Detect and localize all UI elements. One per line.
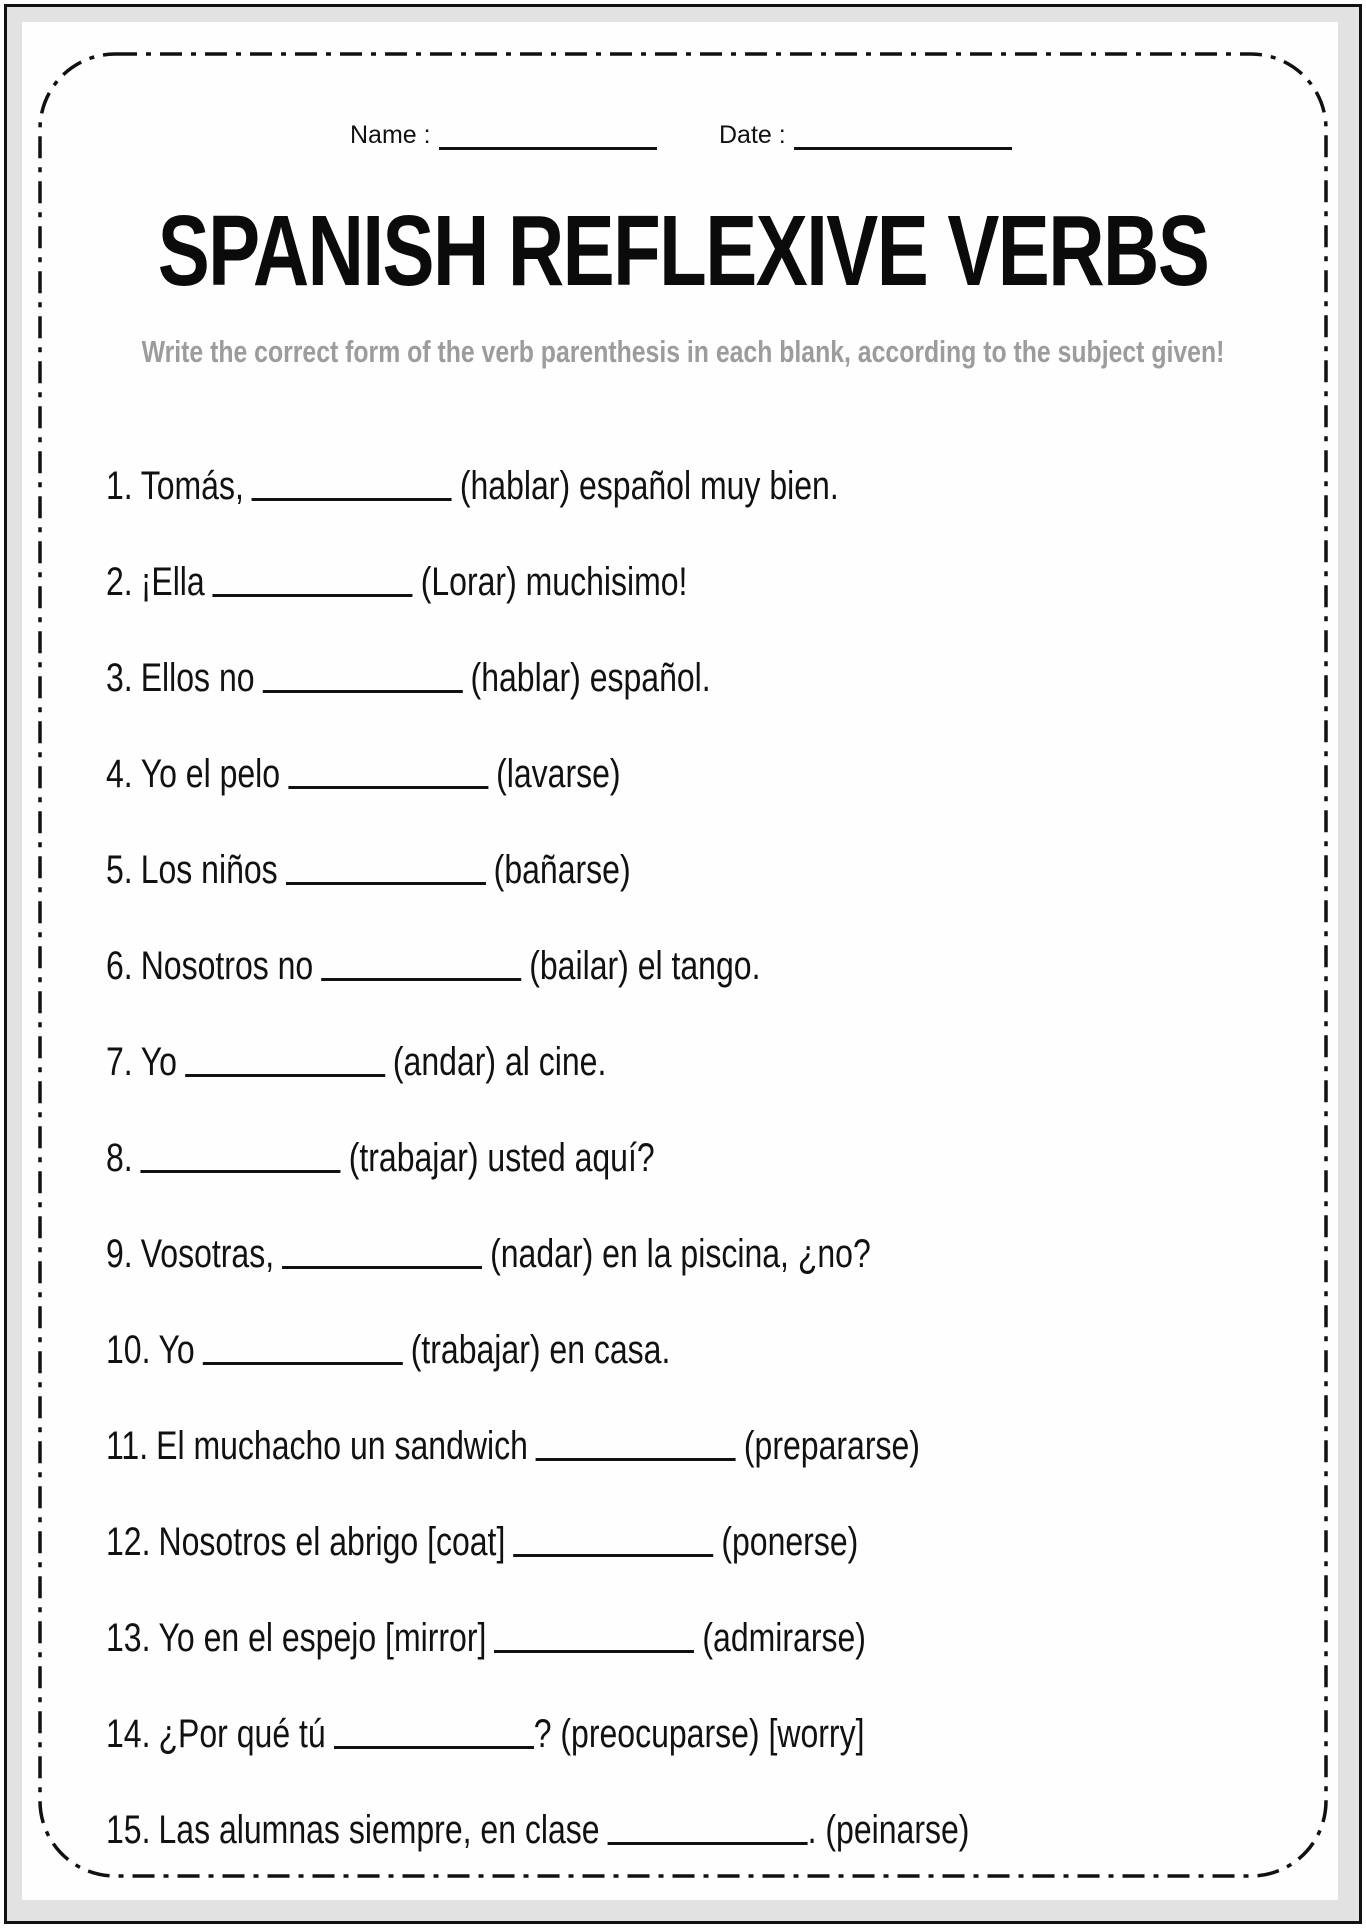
date-blank-line[interactable] — [794, 123, 1012, 150]
question-number: 7. — [106, 1040, 133, 1084]
question-list — [106, 438, 1185, 1878]
question-text-after: (hablar) español muy bien. — [459, 464, 839, 508]
question-text-after: (admirarse) — [702, 1616, 866, 1660]
question-number: 5. — [106, 848, 133, 892]
question-text-after: (andar) al cine. — [392, 1040, 607, 1084]
question-text-before: Tomás, — [140, 464, 244, 508]
question-text-before: Vosotras, — [140, 1232, 275, 1276]
answer-blank[interactable] — [608, 1812, 808, 1845]
answer-blank[interactable] — [494, 1620, 694, 1653]
question-number: 14. — [106, 1712, 151, 1756]
question-text-before: Los niños — [140, 848, 278, 892]
question-number: 15. — [106, 1808, 151, 1852]
question-text-after: (hablar) español. — [470, 656, 711, 700]
question-item — [106, 1782, 969, 1878]
question-text-before: Nosotros el abrigo [coat] — [158, 1520, 506, 1564]
question-text-before: Yo — [158, 1328, 195, 1372]
question-text-before: Ellos no — [140, 656, 255, 700]
question-text-after: (lavarse) — [496, 752, 621, 796]
answer-blank[interactable] — [286, 852, 486, 885]
answer-blank[interactable] — [288, 756, 488, 789]
question-text-after: (trabajar) usted aquí? — [348, 1136, 655, 1180]
question-item — [106, 1686, 969, 1782]
answer-blank[interactable] — [185, 1044, 385, 1077]
question-text-after: (prepararse) — [743, 1424, 920, 1468]
question-text-before: Yo — [140, 1040, 177, 1084]
question-item — [106, 1590, 969, 1686]
answer-blank[interactable] — [321, 948, 521, 981]
question-item — [106, 1110, 969, 1206]
name-field[interactable] — [350, 120, 657, 150]
question-text-after: (trabajar) en casa. — [410, 1328, 671, 1372]
question-text-after: (Lorar) muchisimo! — [420, 560, 688, 604]
question-text-after: ? (preocuparse) [worry] — [533, 1712, 865, 1756]
page-title: SPANISH REFLEXIVE VERBS — [157, 195, 1209, 307]
question-text-after: (nadar) en la piscina, ¿no? — [490, 1232, 871, 1276]
name-label: Name : — [350, 121, 431, 149]
question-text-before: Nosotros no — [140, 944, 314, 988]
question-text-before: Yo el pelo — [140, 752, 281, 796]
question-text-after: . (peinarse) — [807, 1808, 970, 1852]
question-item — [106, 630, 969, 726]
answer-blank[interactable] — [334, 1716, 534, 1749]
question-text-after: (ponerse) — [721, 1520, 859, 1564]
answer-blank[interactable] — [141, 1140, 341, 1173]
question-text-after: (bañarse) — [493, 848, 631, 892]
question-number: 10. — [106, 1328, 151, 1372]
answer-blank[interactable] — [536, 1428, 736, 1461]
question-text-before: ¿Por qué tú — [158, 1712, 326, 1756]
instruction-text: Write the correct form of the verb parenthesis in each blank, according to the subject given! — [141, 334, 1225, 369]
question-item — [106, 1398, 969, 1494]
question-item — [106, 1494, 969, 1590]
answer-blank[interactable] — [513, 1524, 713, 1557]
answer-blank[interactable] — [252, 468, 452, 501]
question-number: 4. — [106, 752, 133, 796]
question-item — [106, 1014, 969, 1110]
answer-blank[interactable] — [263, 660, 463, 693]
question-item — [106, 1302, 969, 1398]
question-item — [106, 918, 969, 1014]
question-item — [106, 534, 969, 630]
date-label: Date : — [719, 121, 786, 149]
question-text-after: (bailar) el tango. — [529, 944, 761, 988]
date-field[interactable] — [719, 120, 1012, 150]
question-text-before: Yo en el espejo [mirror] — [158, 1616, 487, 1660]
question-item — [106, 822, 969, 918]
answer-blank[interactable] — [282, 1236, 482, 1269]
question-item — [106, 438, 969, 534]
question-text-before: Las alumnas siempre, en clase — [158, 1808, 600, 1852]
question-number: 9. — [106, 1232, 133, 1276]
question-number: 11. — [106, 1424, 149, 1468]
header-fields — [0, 120, 1366, 160]
question-text-before: ¡Ella — [140, 560, 205, 604]
answer-blank[interactable] — [203, 1332, 403, 1365]
question-text-before: El muchacho un sandwich — [156, 1424, 528, 1468]
name-blank-line[interactable] — [439, 123, 657, 150]
question-number: 8. — [106, 1136, 133, 1180]
question-number: 6. — [106, 944, 133, 988]
answer-blank[interactable] — [213, 564, 413, 597]
question-number: 1. — [106, 464, 133, 508]
question-number: 2. — [106, 560, 133, 604]
question-item — [106, 726, 969, 822]
question-number: 12. — [106, 1520, 151, 1564]
question-number: 3. — [106, 656, 133, 700]
question-item — [106, 1206, 969, 1302]
question-number: 13. — [106, 1616, 151, 1660]
